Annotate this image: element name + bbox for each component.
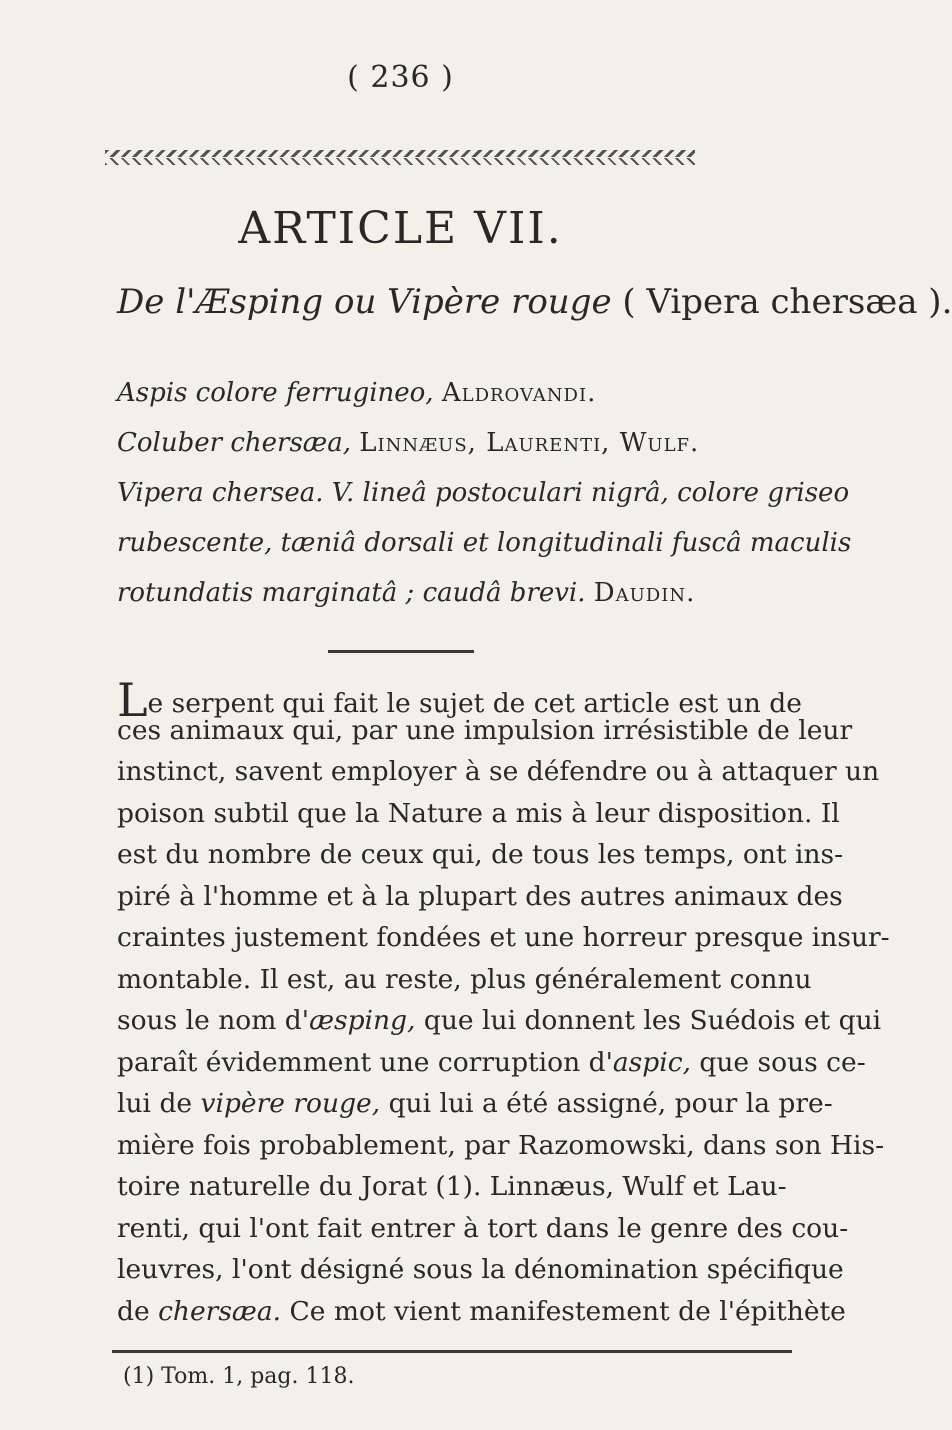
text-line [117, 1047, 866, 1078]
line-text: qui lui a été assigné, pour la pre- [380, 1088, 833, 1119]
text-line [117, 1171, 787, 1202]
line-text: leuvres, l'ont désigné sous la dénomination spécifique [117, 1254, 844, 1285]
line-text: renti, qui l'ont fait entrer à tort dans le genre des cou- [117, 1212, 849, 1244]
line-italic: vipère rouge, [200, 1088, 381, 1119]
synonym-line [117, 428, 787, 458]
synonym-sep [586, 578, 594, 608]
synonym-line [117, 378, 787, 408]
footnote-rule [112, 1350, 792, 1353]
line-text: craintes justement fondées et une horreur presque insur- [117, 922, 890, 953]
text-line [117, 1088, 833, 1119]
synonym-name: rubescente, tæniâ dorsali et longitudinali fuscâ maculis [117, 528, 852, 558]
text-line [117, 798, 840, 829]
text-line [117, 964, 812, 995]
decorative-ornament-band [105, 150, 695, 166]
synonym-line [117, 578, 787, 608]
line-text: est du nombre de ceux qui, de tous les temps, ont ins- [117, 839, 844, 870]
text-line [117, 922, 890, 953]
drop-cap: L [117, 673, 148, 727]
text-line [117, 839, 843, 870]
line-text: ces animaux qui, par une impulsion irrésistible de leur [117, 714, 853, 746]
line-text: toire naturelle du Jorat (1). Linnæus, Wulf et Lau- [117, 1171, 787, 1202]
synonym-name: Vipera chersea. V. lineâ postoculari nigrâ, colore griseo [117, 478, 850, 508]
line-text: Ce mot vient manifestement de l'épithète [281, 1295, 846, 1327]
line-italic: chersæa. [158, 1295, 282, 1327]
synonym-line [117, 478, 850, 508]
article-title: ARTICLE VII. [238, 203, 563, 254]
text-line [117, 715, 852, 746]
subtitle-latin-name: ( Vipera chersæa ). [611, 282, 952, 322]
synonym-line [117, 528, 852, 558]
synonym-author: Aldrovandi. [441, 378, 597, 408]
section-divider [328, 650, 474, 653]
article-subtitle [117, 282, 952, 322]
text-line [117, 1296, 846, 1327]
line-text: instinct, savent employer à se défendre ou à attaquer un [117, 756, 880, 787]
synonym-author: Linnæus, Laurenti, Wulf. [359, 428, 700, 458]
line-text: sous le nom d' [117, 1005, 310, 1036]
synonym-sep [434, 378, 442, 408]
text-line [117, 881, 843, 912]
line-text: lui de [117, 1088, 201, 1119]
text-line [117, 1130, 884, 1161]
text-line [117, 1005, 881, 1036]
line-text: piré à l'homme et à la plupart des autres animaux des [117, 880, 843, 912]
line-text: e serpent qui fait le sujet de cet article est un de [147, 688, 802, 719]
line-text: montable. Il est, au reste, plus généralement connu [117, 963, 812, 995]
subtitle-italic: De l'Æsping ou Vipère rouge [117, 282, 612, 322]
line-text: mière fois probablement, par Razomowski, dans son His- [117, 1129, 885, 1161]
text-line [117, 756, 879, 787]
synonym-name: Coluber chersæa, [117, 428, 351, 458]
text-line [117, 673, 802, 727]
line-italic: aspic, [612, 1046, 691, 1078]
synonym-author: Daudin. [593, 578, 696, 608]
line-text: que lui donnent les Suédois et qui [415, 1005, 882, 1036]
line-text: de [117, 1295, 159, 1327]
text-line [117, 1213, 848, 1244]
footnote: (1) Tom. 1, pag. 118. [123, 1364, 355, 1389]
line-text: poison subtil que la Nature a mis à leur disposition. Il [117, 797, 840, 829]
text-line [117, 1254, 844, 1285]
line-text: que sous ce- [690, 1046, 866, 1078]
line-italic: æsping, [309, 1005, 416, 1036]
synonym-name: Aspis colore ferrugineo, [117, 378, 434, 408]
synonym-name: rotundatis marginatâ ; caudâ brevi. [117, 578, 586, 608]
page-number: ( 236 ) [347, 60, 454, 95]
line-text: paraît évidemment une corruption d' [117, 1046, 613, 1078]
